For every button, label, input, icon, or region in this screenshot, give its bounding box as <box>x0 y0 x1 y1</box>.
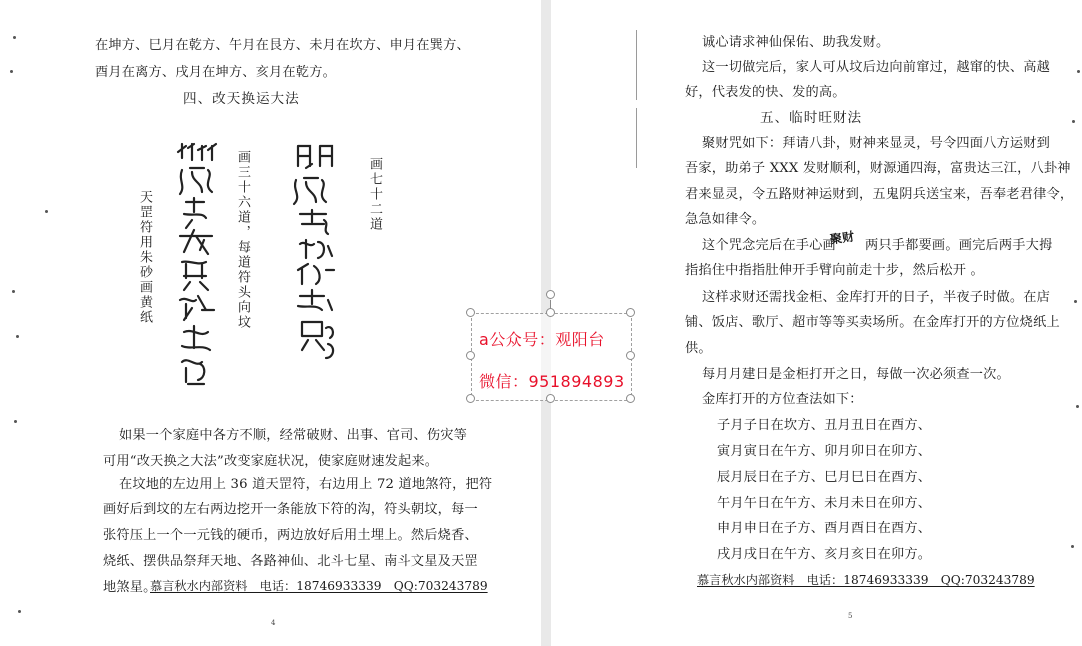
scan-speck <box>12 290 15 293</box>
scan-speck <box>1072 120 1075 123</box>
scan-speck <box>14 420 17 423</box>
text-line: 可用“改天换之大法”改变家庭状况，使家庭财速发起来。 <box>103 454 439 469</box>
text-line: 指掐住中指指肚伸开手臂向前走十步，然后松开 。 <box>685 263 984 278</box>
scan-speck <box>1076 405 1079 408</box>
page-number: 5 <box>848 612 853 620</box>
resize-handle-left[interactable] <box>466 351 475 360</box>
text-line: 如果一个家庭中各方不顺，经常破财、出事、官司、伤灾等 <box>119 428 468 443</box>
text-line: 在坟地的左边用上 36 道天罡符，右边用上 72 道地煞符，把符 <box>119 477 493 492</box>
text-line: 这个咒念完后在手心画 <box>702 238 836 253</box>
resize-handle-right[interactable] <box>626 351 635 360</box>
resize-handle-bottom[interactable] <box>546 394 555 403</box>
text-line: 两只手都要画。画完后两手大拇 <box>865 238 1053 253</box>
scan-speck <box>1077 70 1080 73</box>
text-line: 诚心请求神仙保佑、助我发财。 <box>702 35 890 50</box>
text-line: 烧纸、摆供品祭拜天地、各路神仙、北斗七星、南斗文星及天罡 <box>103 554 478 569</box>
text-line: 地煞星。 <box>103 580 157 595</box>
text-line: 在坤方、巳月在乾方、午月在艮方、未月在坎方、申月在巽方、 <box>95 38 470 53</box>
talisman-caption: 画七十二道 <box>367 157 382 232</box>
resize-handle-top[interactable] <box>546 308 555 317</box>
watermark-text-box[interactable] <box>471 313 632 401</box>
watermark-line: a公众号：观阳台 <box>479 330 605 349</box>
lookup-row: 寅月寅日在午方、卯月卯日在卯方、 <box>717 444 932 459</box>
talisman-caption: 画三十六道，每道符头向坟 <box>235 150 250 330</box>
resize-handle-top-left[interactable] <box>466 308 475 317</box>
lookup-row: 申月申日在子方、酉月酉日在酉方、 <box>717 521 932 536</box>
text-line: 金库打开的方位查法如下： <box>702 392 863 407</box>
section-heading: 五、临时旺财法 <box>760 110 863 126</box>
text-line: 吾家，助弟子 XXX 发财顺利，财源通四海，富贵达三江，八卦神 <box>685 161 1071 176</box>
text-line: 这样求财还需找金柜、金库打开的日子，半夜子时做。在店 <box>702 290 1051 305</box>
text-line: 好，代表发的快、发的高。 <box>685 85 846 100</box>
text-line: 画好后到坟的左右两边挖开一条能放下符的沟，符头朝坟，每一 <box>103 502 478 517</box>
text-line: 君来显灵，令五路财神运财到，五鬼阴兵送宝来，吾奉老君律令， <box>685 187 1074 202</box>
text-line: 张符压上一个一元钱的硬币，两边放好后用土埋上。然后烧香、 <box>103 528 478 543</box>
talisman-caption: 天罡符用朱砂画黄纸 <box>137 190 152 325</box>
lookup-row: 戌月戌日在午方、亥月亥日在卯方。 <box>717 547 932 562</box>
text-line: 酉月在离方、戌月在坤方、亥月在乾方。 <box>95 65 336 80</box>
text-line: 急急如律令。 <box>685 212 766 227</box>
lookup-row: 午月午日在午方、未月未日在卯方、 <box>717 496 932 511</box>
watermark-line: 微信：951894893 <box>479 372 625 391</box>
resize-handle-bottom-left[interactable] <box>466 394 475 403</box>
scan-speck <box>1074 300 1077 303</box>
scan-speck <box>16 335 19 338</box>
rotate-handle[interactable] <box>546 290 555 299</box>
section-heading: 四、改天换运大法 <box>183 91 300 107</box>
scan-speck <box>13 36 16 39</box>
text-line: 供。 <box>685 341 712 356</box>
scan-speck <box>18 610 21 613</box>
scan-edge-line <box>636 30 637 100</box>
page-number: 4 <box>271 619 276 627</box>
document-footer: 慕言秋水内部资料 电话：18746933339 QQ:703243789 <box>150 579 488 593</box>
document-footer: 慕言秋水内部资料 电话：18746933339 QQ:703243789 <box>697 573 1035 587</box>
text-line: 聚财咒如下：拜请八卦，财神来显灵，号令四面八方运财到 <box>702 136 1051 151</box>
lookup-row: 子月子日在坎方、丑月丑日在酉方、 <box>717 418 932 433</box>
scan-edge-line <box>636 108 637 168</box>
palm-glyph: 聚财 <box>829 229 856 247</box>
tiangang-talisman-figure <box>172 140 227 390</box>
resize-handle-top-right[interactable] <box>626 308 635 317</box>
lookup-row: 辰月辰日在子方、巳月巳日在酉方、 <box>717 470 932 485</box>
scan-speck <box>45 210 48 213</box>
text-line: 铺、饭店、歌厅、超市等等买卖场所。在金库打开的方位烧纸上 <box>685 315 1060 330</box>
text-line: 每月月建日是金柜打开之日，每做一次必须查一次。 <box>702 367 1010 382</box>
scan-speck <box>10 70 13 73</box>
disha-talisman-figure <box>288 140 350 365</box>
text-line: 这一切做完后，家人可从坟后边向前窜过，越窜的快、高越 <box>702 60 1051 75</box>
resize-handle-bottom-right[interactable] <box>626 394 635 403</box>
scan-speck <box>1071 545 1074 548</box>
